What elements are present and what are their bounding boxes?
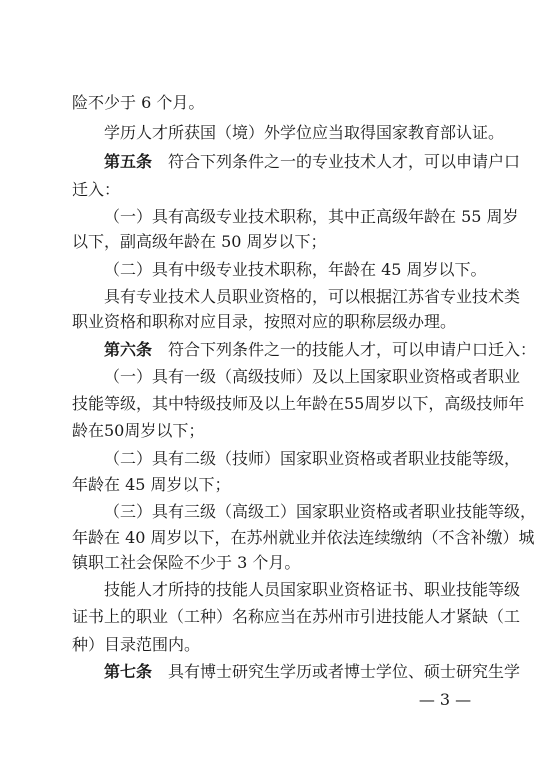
article-5-heading-line: 第五条 符合下列条件之一的专业技术人才，可以申请户口 (104, 152, 521, 171)
text-line: 镇职工社会保险不少于 3 个月。 (72, 553, 301, 572)
text-line: 险不少于 6 个月。 (72, 93, 205, 112)
text-line: 证书上的职业（工种）名称应当在苏州市引进技能人才紧缺（工 (72, 607, 521, 626)
text-line: （一）具有高级专业技术职称，其中正高级年龄在 55 周岁 (104, 207, 519, 226)
article-label: 第六条 (104, 340, 153, 359)
text-line: 学历人才所获国（境）外学位应当取得国家教育部认证。 (104, 123, 505, 142)
text-line: 龄在50周岁以下； (72, 421, 205, 440)
text-line: （一）具有一级（高级技师）及以上国家职业资格或者职业 (104, 367, 521, 386)
text-line: 以下，副高级年龄在 50 周岁以下； (72, 232, 327, 251)
text-line: 技能等级，其中特级技师及以上年龄在55周岁以下，高级技师年 (72, 394, 525, 413)
text-line: 年龄在 40 周岁以下，在苏州就业并依法连续缴纳（不含补缴）城 (72, 528, 535, 547)
text-line: （三）具有三级（高级工）国家职业资格或者职业技能等级， (104, 502, 537, 521)
page-number: — 3 — (418, 690, 472, 709)
text-line: 种）目录范围内。 (72, 635, 201, 654)
text-line: 迁入： (72, 180, 121, 199)
text-line: 年龄在 45 周岁以下； (72, 475, 231, 494)
article-label: 第七条 (104, 662, 153, 681)
text-line: （二）具有中级专业技术职称，年龄在 45 周岁以下。 (104, 260, 487, 279)
article-6-heading-line: 第六条 符合下列条件之一的技能人才，可以申请户口迁入： (104, 340, 537, 359)
text-line: 具有专业技术人员职业资格的，可以根据江苏省专业技术类 (104, 287, 521, 306)
article-7-heading-line: 第七条 具有博士研究生学历或者博士学位、硕士研究生学 (104, 662, 521, 681)
text-line: 技能人才所持的技能人员国家职业资格证书、职业技能等级 (104, 580, 521, 599)
text-line: 职业资格和职称对应目录，按照对应的职称层级办理。 (72, 312, 457, 331)
text-line: （二）具有二级（技师）国家职业资格或者职业技能等级， (104, 449, 521, 468)
article-label: 第五条 (104, 152, 153, 171)
